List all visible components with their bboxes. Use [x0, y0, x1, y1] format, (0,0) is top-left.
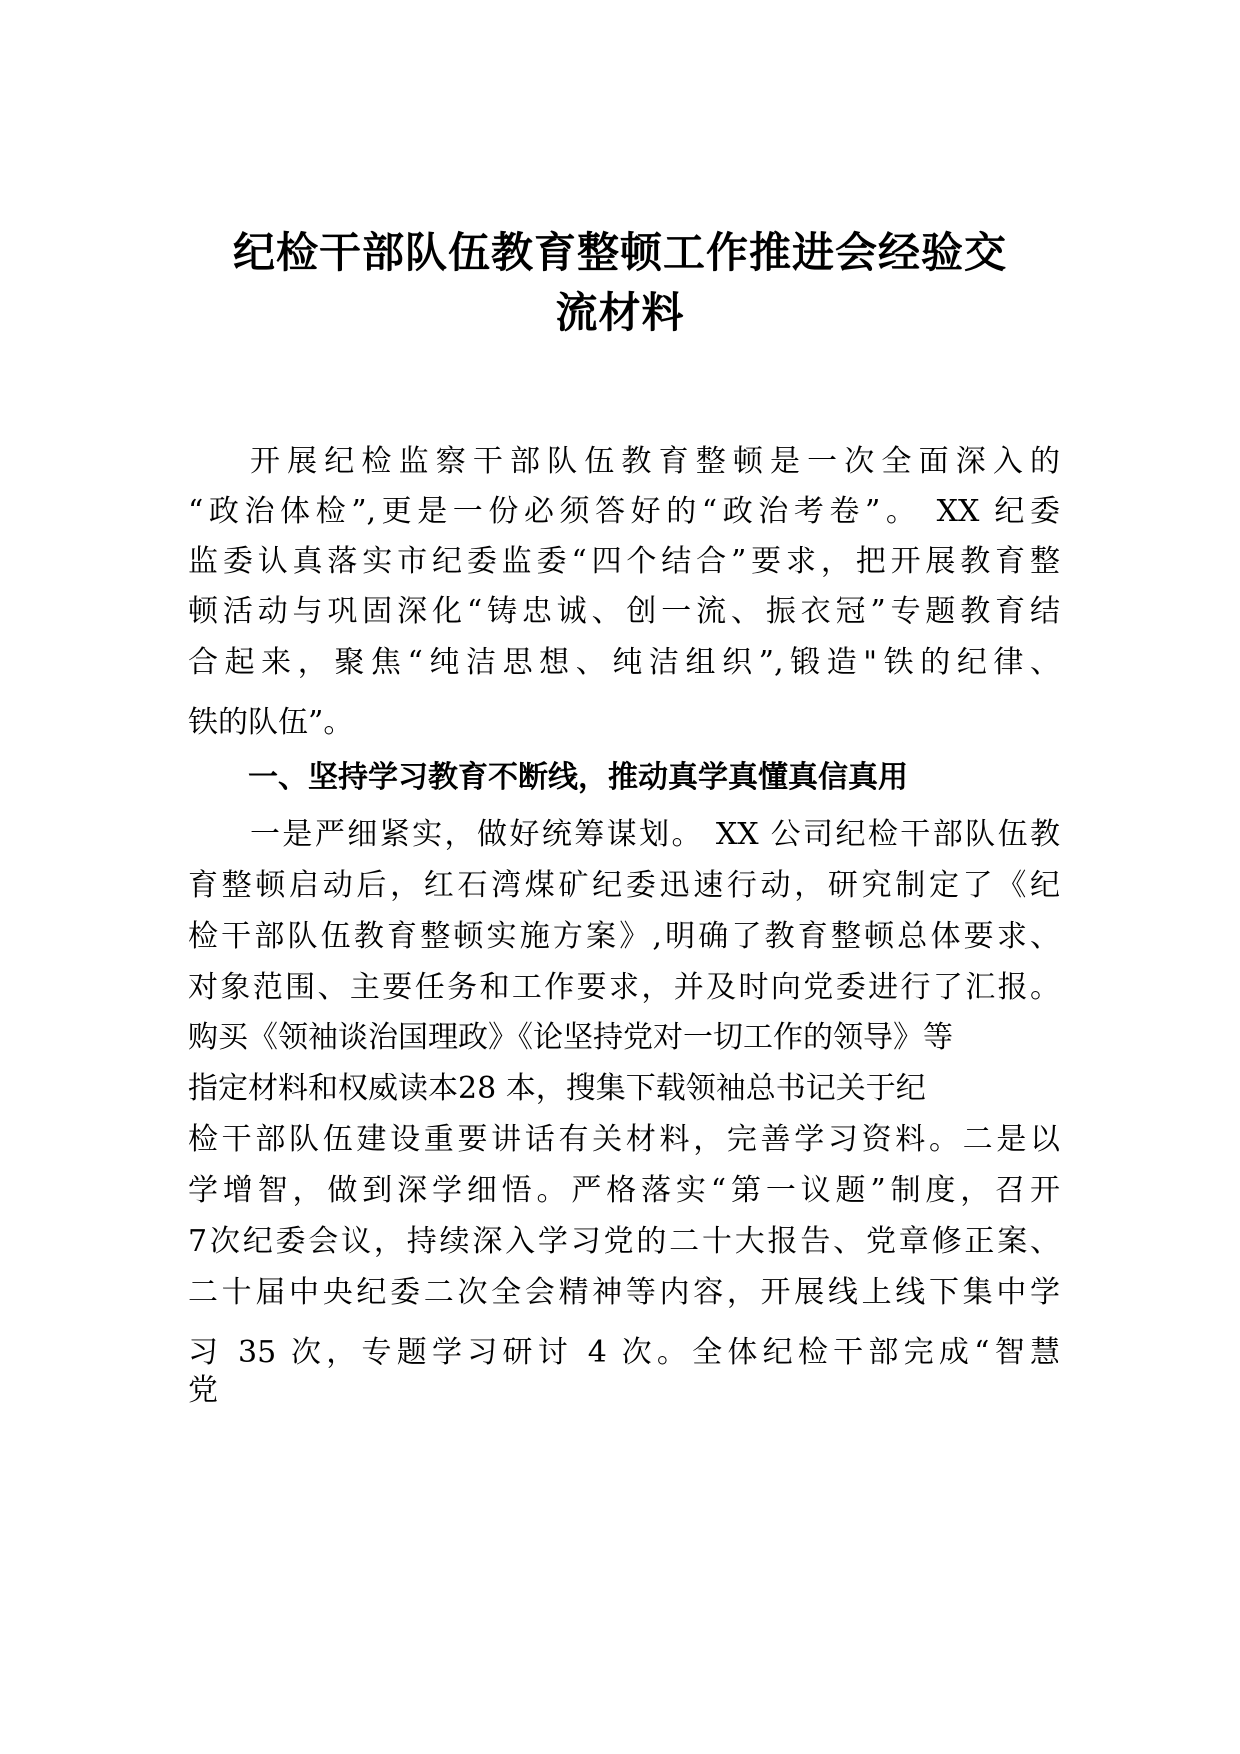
- paragraph-2-line-11: 习 35 次，专题学习研讨 4 次。全体纪检干部完成“智慧: [188, 1335, 1060, 1370]
- paragraph-2-line-12: 党: [188, 1373, 218, 1408]
- paragraph-2-line-5: 购买《领袖谈治国理政》《论坚持党对一切工作的领导》等: [188, 1020, 953, 1055]
- paragraph-2-line-10: 二十届中央纪委二次全会精神等内容，开展线上线下集中学: [188, 1275, 1060, 1310]
- paragraph-2-line-6: 指定材料和权威读本28 本，搜集下载领袖总书记关于纪: [188, 1071, 926, 1106]
- document-title-line-1: 纪检干部队伍教育整顿工作推进会经验交: [232, 228, 1007, 277]
- paragraph-2-line-4: 对象范围、主要任务和工作要求，并及时向党委进行了汇报。: [188, 970, 1060, 1005]
- paragraph-1-line-6: 铁的队伍”。: [188, 705, 354, 740]
- paragraph-2-line-7: 检干部队伍建设重要讲话有关材料，完善学习资料。二是以: [188, 1122, 1060, 1157]
- paragraph-1-line-5: 合起来，聚焦“纯洁思想、纯洁组织”,锻造"铁的纪律、: [188, 645, 1060, 680]
- document-title-line-2: 流材料: [555, 288, 685, 337]
- paragraph-1-line-1: 开展纪检监察干部队伍教育整顿是一次全面深入的: [250, 444, 1060, 479]
- paragraph-2-line-8: 学增智，做到深学细悟。严格落实“第一议题”制度，召开: [188, 1173, 1060, 1208]
- section-1-heading: 一、坚持学习教育不断线，推动真学真懂真信真用: [248, 760, 908, 795]
- paragraph-1-line-3: 监委认真落实市纪委监委“四个结合”要求，把开展教育整: [188, 544, 1060, 579]
- paragraph-1-line-4: 顿活动与巩固深化“铸忠诚、创一流、振衣冠”专题教育结: [188, 594, 1060, 629]
- paragraph-2-line-2: 育整顿启动后，红石湾煤矿纪委迅速行动，研究制定了《纪: [188, 868, 1060, 903]
- paragraph-2-line-9: 7次纪委会议，持续深入学习党的二十大报告、党章修正案、: [188, 1224, 1060, 1259]
- paragraph-1-line-2: “政治体检”,更是一份必须答好的“政治考卷”。 XX 纪委: [188, 494, 1060, 529]
- paragraph-2-line-3: 检干部队伍教育整顿实施方案》,明确了教育整顿总体要求、: [188, 919, 1060, 954]
- paragraph-2-line-1: 一是严细紧实，做好统筹谋划。 XX 公司纪检干部队伍教: [250, 817, 1060, 852]
